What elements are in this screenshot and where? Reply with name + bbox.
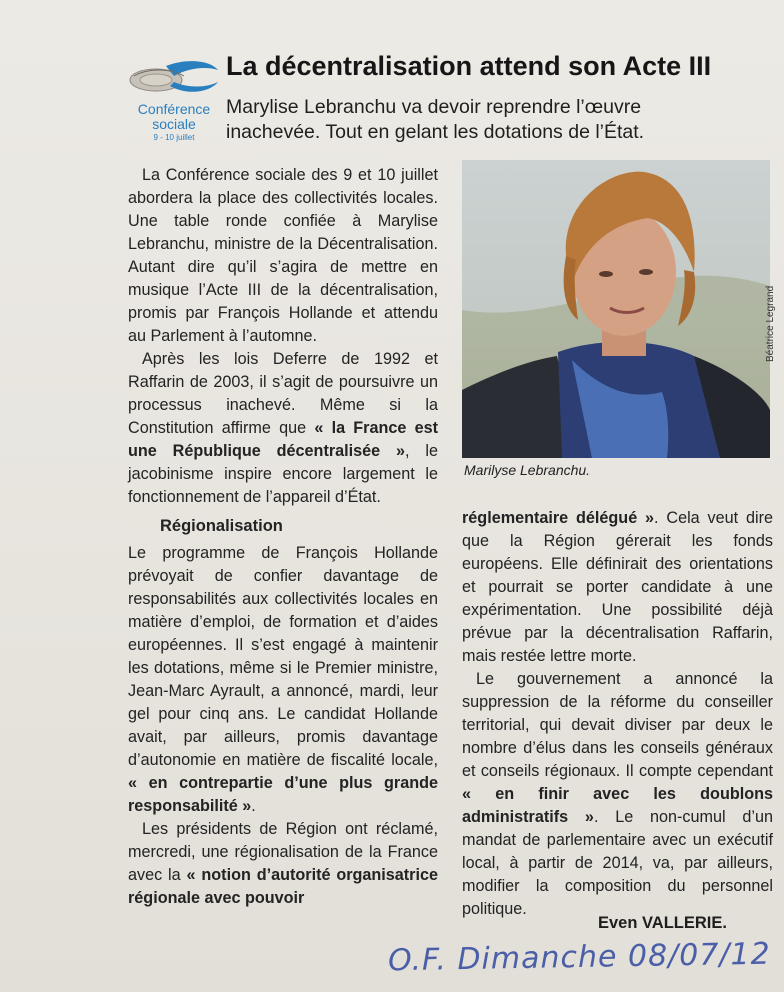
text-run: Le programme de François Hollande prévoyait de confier davantage de responsabilités aux collectivités locales en matière d’emploi, de formation et d’aides européennes. Il s’est engagé à maintenir les dotations, même si le Premier ministre, Jean-Marc Ayrault, a annoncé, mardi, leur gel pour cinq ans. Le candidat Hollande avait, par ailleurs, promis davantage d’autonomie en matière de fiscalité locale,	[128, 544, 438, 769]
portrait-illustration	[462, 160, 770, 458]
text-run: Les présidents de Région ont réclamé, mercredi, une régionalisation de la France avec la	[128, 820, 438, 884]
byline: Even VALLERIE.	[598, 914, 727, 932]
quote-bold: « la France est une République décentralisée »	[128, 419, 438, 460]
handwritten-source-note: O.F. Dimanche 08/07/12	[387, 936, 771, 979]
text-run: , le jacobinisme inspire encore largement le fonctionnement de l’appareil d’État.	[128, 442, 438, 506]
lede: Marylise Lebranchu va devoir reprendre l’œuvre inachevée. Tout en gelant les dotations de l’État.	[226, 96, 645, 143]
text-run: . Cela veut dire que la Région gérerait les fonds européens. Elle définirait des orientations et pourrait se porter candidate à une expérimentation. Une possibilité déjà prévue par la décentralisation Raffarin, mais restée lettre morte.	[462, 509, 773, 665]
text-run: Le gouvernement a annoncé la suppression de la réforme du conseiller territorial, qui devait diviser par deux le nombre d’élus dans les conseils généraux et conseils régionaux. Il compte cependant	[462, 670, 773, 780]
text-run: .	[251, 797, 256, 815]
paragraph	[462, 668, 773, 921]
quote-bold: « en finir avec les doublons administratifs »	[462, 785, 773, 826]
article-column-1	[128, 164, 438, 910]
logo-label-line2: sociale	[152, 116, 196, 132]
photo-caption: Marilyse Lebranchu.	[464, 462, 591, 478]
paragraph	[128, 818, 438, 910]
logo-label-line1: Conférence	[137, 101, 211, 117]
text-run: Après les lois Deferre de 1992 et Raffarin de 2003, il s’agit de poursuivre un processus inachevé. Même si la Constitution affirme que	[128, 350, 438, 437]
conference-sociale-logo	[126, 56, 222, 156]
logo-swoosh-icon	[126, 56, 222, 102]
portrait-photo	[462, 160, 770, 458]
paragraph	[462, 507, 773, 668]
quote-bold: « notion d’autorité organisatrice régionale avec pouvoir	[128, 866, 438, 907]
text-run: . Le non-cumul d’un mandat de parlementaire avec un exécutif local, à partir de 2014, va, par ailleurs, modifier la composition du personnel politique.	[462, 808, 773, 918]
photo-credit: Béatrice Legrand	[765, 285, 776, 362]
quote-bold: réglementaire délégué »	[462, 509, 655, 527]
section-subhead: Régionalisation	[160, 517, 283, 535]
headline: La décentralisation attend son Acte III	[226, 51, 712, 81]
paragraph: La Conférence sociale des 9 et 10 juillet abordera la place des collectivités locales. Une table ronde confiée à Marylise Lebranchu, ministre de la Décentralisation. Autant dire qu’il s’agira de mettre en musique l’Acte III de la décentralisation, promis par François Hollande et attendu au Parlement à l’automne.	[128, 166, 438, 345]
quote-bold: « en contrepartie d’une plus grande responsabilité »	[128, 774, 438, 815]
paragraph	[128, 348, 438, 509]
logo-dates: 9 - 10 juillet	[153, 133, 195, 142]
article-column-2	[462, 507, 773, 921]
paragraph	[128, 542, 438, 818]
